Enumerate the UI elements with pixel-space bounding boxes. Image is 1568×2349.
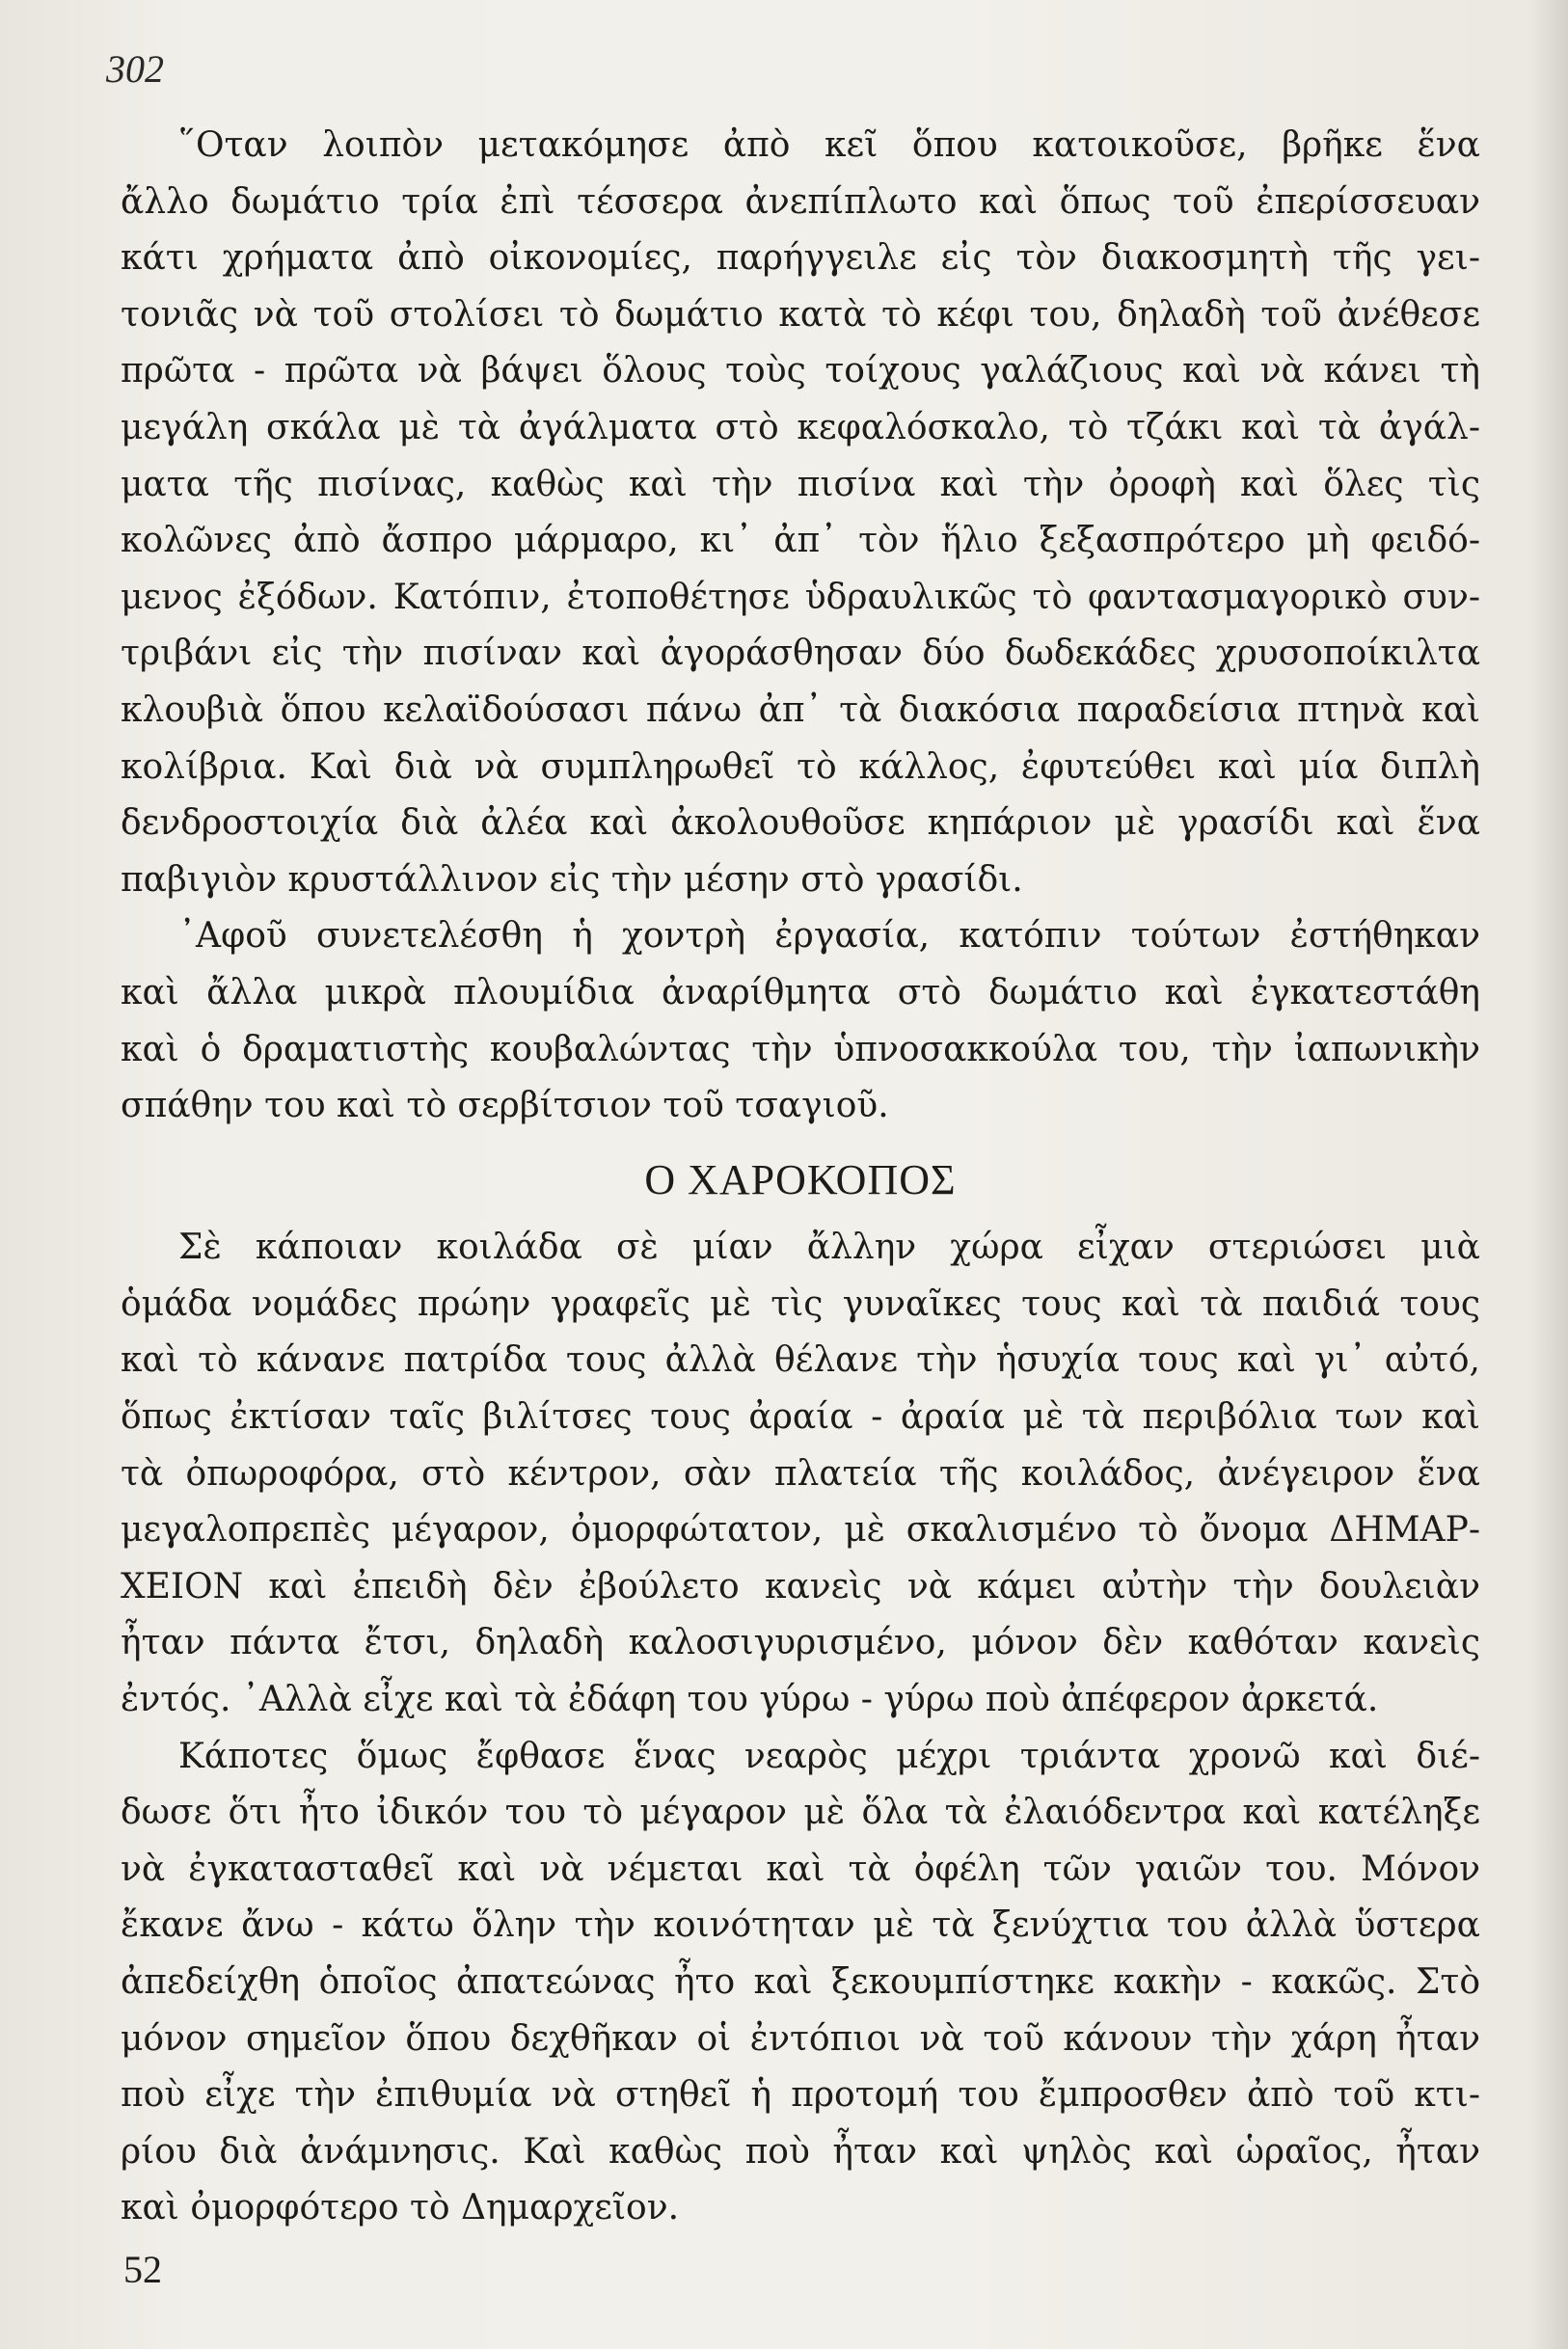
text-line: κάτι χρήματα ἀπὸ οἰκονομίες, παρήγγειλε εἰς τὸν διακοσμητὴ τῆς γει- (121, 238, 1480, 279)
text-line: Σὲ κάποιαν κοιλάδα σὲ μίαν ἄλλην χώρα εἶχαν στεριώσει μιὰ (178, 1228, 1480, 1268)
paragraph-3 (121, 1220, 1480, 1728)
text-line: τὰ ὀπωροφόρα, στὸ κέντρον, σὰν πλατεία τῆς κοιλάδος, ἀνέγειρον ἕνα (121, 1453, 1480, 1494)
page-number-top: 302 (106, 47, 164, 91)
text-line: ἀπεδείχθη ὁποῖος ἀπατεώνας ἦτο καὶ ξεκουμπίστηκε κακὴν - κακῶς. Στὸ (121, 1962, 1480, 2002)
text-line: τονιᾶς νὰ τοῦ στολίσει τὸ δωμάτιο κατὰ τὸ κέφι του, δηλαδὴ τοῦ ἀνέθεσε (121, 294, 1480, 335)
body-text (121, 118, 1480, 2237)
text-line: ἦταν πάντα ἔτσι, δηλαδὴ καλοσιγυρισμένο, μόνον δὲν καθόταν κανεὶς (121, 1623, 1480, 1663)
text-line: κλουβιὰ ὅπου κελαϊδούσασι πάνω ἀπ᾿ τὰ διακόσια παραδείσια πτηνὰ καὶ (121, 689, 1480, 730)
text-line: καὶ ἄλλα μικρὰ πλουμίδια ἀναρίθμητα στὸ δωμάτιο καὶ ἐγκατεστάθη (121, 972, 1480, 1012)
text-line: μεγάλη σκάλα μὲ τὰ ἀγάλματα στὸ κεφαλόσκαλο, τὸ τζάκι καὶ τὰ ἀγάλ- (121, 407, 1480, 447)
text-line: καὶ ὁ δραματιστὴς κουβαλώντας τὴν ὑπνοσακκούλα του, τὴν ἰαπωνικὴν (121, 1029, 1480, 1069)
text-line: μεγαλοπρεπὲς μέγαρον, ὀμορφώτατον, μὲ σκαλισμένο τὸ ὄνομα ΔΗΜΑΡ- (121, 1510, 1480, 1551)
text-line: σπάθην του καὶ τὸ σερβίτσιον τοῦ τσαγιοῦ. (121, 1086, 889, 1126)
section-heading: Ο ΧΑΡΟΚΟΠΟΣ (644, 1155, 957, 1203)
text-line: ὁμάδα νομάδες πρώην γραφεῖς μὲ τὶς γυναῖκες τους καὶ τὰ παιδιά τους (121, 1283, 1480, 1324)
text-line: κολῶνες ἀπὸ ἄσπρο μάρμαρο, κι᾿ ἀπ᾿ τὸν ἥλιο ξεξασπρότερο μὴ φειδό- (121, 521, 1480, 561)
text-line: μενος ἐξόδων. Κατόπιν, ἐτοποθέτησε ὑδραυλικῶς τὸ φαντασμαγορικὸ συν- (121, 577, 1480, 617)
text-line: ᾿Αφοῦ συνετελέσθη ἡ χοντρὴ ἐργασία, κατόπιν τούτων ἐστήθηκαν (178, 916, 1480, 957)
text-line: ποὺ εἶχε τὴν ἐπιθυμία νὰ στηθεῖ ἡ προτομή του ἔμπροσθεν ἀπὸ τοῦ κτι- (121, 2075, 1480, 2116)
text-line: δωσε ὅτι ἦτο ἰδικόν του τὸ μέγαρον μὲ ὅλα τὰ ἐλαιόδεντρα καὶ κατέληξε (121, 1793, 1480, 1833)
page-number-bottom: 52 (123, 2248, 162, 2291)
text-line: καὶ τὸ κάνανε πατρίδα τους ἀλλὰ θέλανε τὴν ἡσυχία τους καὶ γι᾿ αὐτό, (121, 1340, 1480, 1381)
paragraph-1 (121, 118, 1480, 908)
text-line: δενδροστοιχία διὰ ἀλέα καὶ ἀκολουθοῦσε κηπάριον μὲ γρασίδι καὶ ἕνα (121, 803, 1480, 844)
text-line: τριβάνι εἰς τὴν πισίναν καὶ ἀγοράσθησαν δύο δωδεκάδες χρυσοποίκιλτα (121, 634, 1480, 674)
text-line: ρίου διὰ ἀνάμνησις. Καὶ καθὼς ποὺ ἦταν καὶ ψηλὸς καὶ ὡραῖος, ἦταν (121, 2131, 1480, 2172)
text-line: κολίβρια. Καὶ διὰ νὰ συμπληρωθεῖ τὸ κάλλος, ἐφυτεύθει καὶ μία διπλὴ (121, 746, 1480, 787)
text-line: ἄλλο δωμάτιο τρία ἐπὶ τέσσερα ἀνεπίπλωτο καὶ ὅπως τοῦ ἐπερίσσευαν (121, 181, 1480, 222)
text-line: μόνον σημεῖον ὅπου δεχθῆκαν οἱ ἐντόπιοι νὰ τοῦ κάνουν τὴν χάρη ἦταν (121, 2018, 1480, 2059)
text-line: παβιγιὸν κρυστάλλινον εἰς τὴν μέσην στὸ γρασίδι. (121, 859, 1023, 900)
page-edge-shadow (1529, 0, 1568, 2349)
paragraph-2 (121, 908, 1480, 1134)
text-line: ῞Οταν λοιπὸν μετακόμησε ἀπὸ κεῖ ὅπου κατοικοῦσε, βρῆκε ἕνα (178, 125, 1480, 165)
text-line: ὅπως ἐκτίσαν ταῖς βιλίτσες τους ἀραία - ἀραία μὲ τὰ περιβόλια των καὶ (121, 1397, 1480, 1438)
paragraph-4 (121, 1729, 1480, 2237)
text-line: πρῶτα - πρῶτα νὰ βάψει ὅλους τοὺς τοίχους γαλάζιους καὶ νὰ κάνει τὴ (121, 351, 1480, 392)
text-line: Κάποτες ὅμως ἔφθασε ἕνας νεαρὸς μέχρι τριάντα χρονῶ καὶ διέ- (178, 1736, 1480, 1776)
text-line: ΧΕΙΟΝ καὶ ἐπειδὴ δὲν ἐβούλετο κανεὶς νὰ κάμει αὐτὴν τὴν δουλειὰν (121, 1566, 1480, 1606)
text-line: ματα τῆς πισίνας, καθὼς καὶ τὴν πισίνα καὶ τὴν ὀροφὴ καὶ ὅλες τὶς (121, 464, 1480, 504)
text-line: νὰ ἐγκατασταθεῖ καὶ νὰ νέμεται καὶ τὰ ὀφέλη τῶν γαιῶν του. Μόνον (121, 1849, 1480, 1889)
text-line: ἔκανε ἄνω - κάτω ὅλην τὴν κοινότηταν μὲ τὰ ξενύχτια του ἀλλὰ ὕστερα (121, 1905, 1480, 1946)
text-line: καὶ ὀμορφότερο τὸ Δημαρχεῖον. (121, 2188, 680, 2228)
text-line: ἐντός. ᾿Αλλὰ εἶχε καὶ τὰ ἐδάφη του γύρω - γύρω ποὺ ἀπέφερον ἀρκετά. (121, 1680, 1379, 1720)
